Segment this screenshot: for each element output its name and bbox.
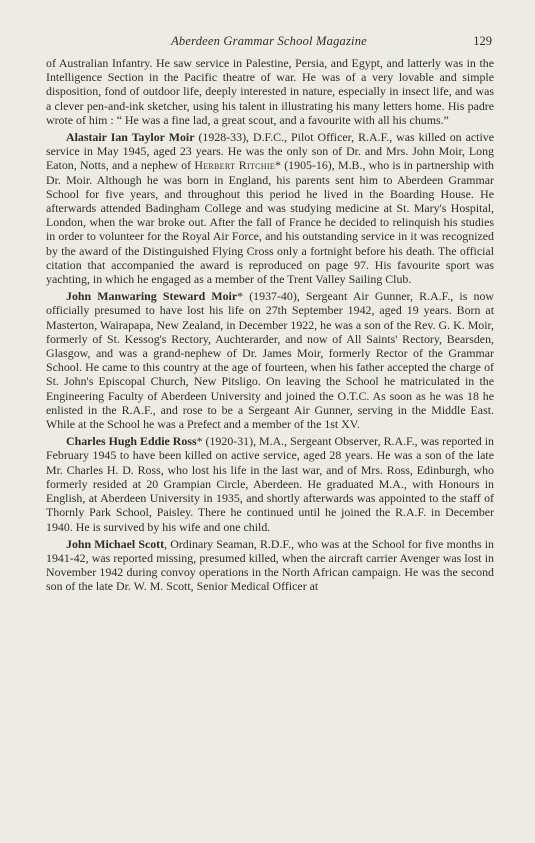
running-header xyxy=(46,34,492,50)
paragraph-text: of Australian Infantry. He saw service in Palestine, Persia, and Egypt, and latterly was in the Intelligence Section in the Pacific theatre of war. He was of a very lovable and simple disposition, fond of outdoor life, deeply interested in nature, especially in insect life, and was a clever pen-and-ink sketcher, using his talent in illustrating his many letters home. His padre wrote of him : “ He was a fine lad, a great scout, and a favourite with all his chums.” xyxy=(46,56,494,127)
paragraph-text: (1928-33), D.F.C., Pilot Officer, R.A.F., was killed on active service in May 1945, aged 23 years. He was the only son of Dr. and Mrs. John Moir, Long Eaton, Notts, and a nephew of xyxy=(46,130,494,173)
paragraph-text: * (1920-31), M.A., Sergeant Observer, R.A.F., was reported in February 1945 to have been killed on active service, aged 28 years. He was a son of the late Mr. Charles H. D. Ross, who lost his life in the last war, and of Mrs. Ross, Edinburgh, who formerly resided at 20 Grampian Circle, Aberdeen. He graduated M.A., with Honours in English, at Aberdeen University in 1935, and shortly afterwards was appointed to the staff of Thornly Park School, Paisley. There he continued until he joined the R.A.F. in December 1940. He is survived by his wife and one child. xyxy=(46,434,494,534)
referenced-name: Herbert Ritchie xyxy=(194,158,276,173)
article-body xyxy=(46,56,494,594)
obituary-name: Alastair Ian Taylor Moir xyxy=(66,130,195,145)
obituary-john-scott xyxy=(46,537,494,594)
obituary-charles-ross xyxy=(46,434,494,533)
paragraph-text: * (1905-16), M.B., who is in partnership with Dr. Moir. Although he was born in England, his parents sent him to Aberdeen Grammar School for five years, and throughout this period he lived in the Boarding House. He afterwards attended Badingham College and was studying medicine at St. Mary's Hospital, London, when the war broke out. After the fall of France he decided to relinquish his studies in order to volunteer for the Royal Air Force, and his outstanding service in it was recognized by the award of the Distinguished Flying Cross only a fortnight before his death. The official citation that accompanied the award is reproduced on page 97. His favourite sport was yachting, in which he engaged as a member of the Trent Valley Sailing Club. xyxy=(46,158,494,287)
paragraph-continuation xyxy=(46,56,494,127)
paragraph-text: , Ordinary Seaman, R.D.F., who was at the School for five months in 1941-42, was reported missing, presumed killed, when the aircraft carrier Avenger was lost in November 1942 during convoy operations in the North African campaign. He was the second son of the late Dr. W. M. Scott, Senior Medical Officer at xyxy=(46,536,494,594)
obituary-name: John Manwaring Steward Moir xyxy=(66,289,238,304)
magazine-title: Aberdeen Grammar School Magazine xyxy=(171,34,367,48)
page-number: 129 xyxy=(473,34,492,48)
obituary-name: John Michael Scott xyxy=(66,536,165,551)
obituary-john-moir xyxy=(46,289,494,431)
obituary-alastair-moir xyxy=(46,130,494,286)
paragraph-text: * (1937-40), Sergeant Air Gunner, R.A.F., is now officially presumed to have lost his life on 27th September 1942, aged 19 years. Born at Masterton, Wairapapa, New Zealand, in December 1922, he was a son of the Rev. G. K. Moir, formerly of St. Kessog's Rectory, Auchterarder, and now of All Saints' Rectory, Bearsden, Glasgow, and was a grand-nephew of Dr. James Moir, formerly Rector of the Grammar School. He came to this country at the age of fourteen, when his father accepted the charge of St. John's Episcopal Church, New Pitsligo. On leaving the School he matriculated in the Engineering Faculty of Aberdeen University and joined the O.T.C. As soon as he was 18 he enlisted in the R.A.F., and rose to be a Sergeant Air Gunner, serving in the Middle East. While at the School he was a Prefect and a member of the 1st XV. xyxy=(46,289,494,432)
obituary-name: Charles Hugh Eddie Ross xyxy=(66,434,197,449)
